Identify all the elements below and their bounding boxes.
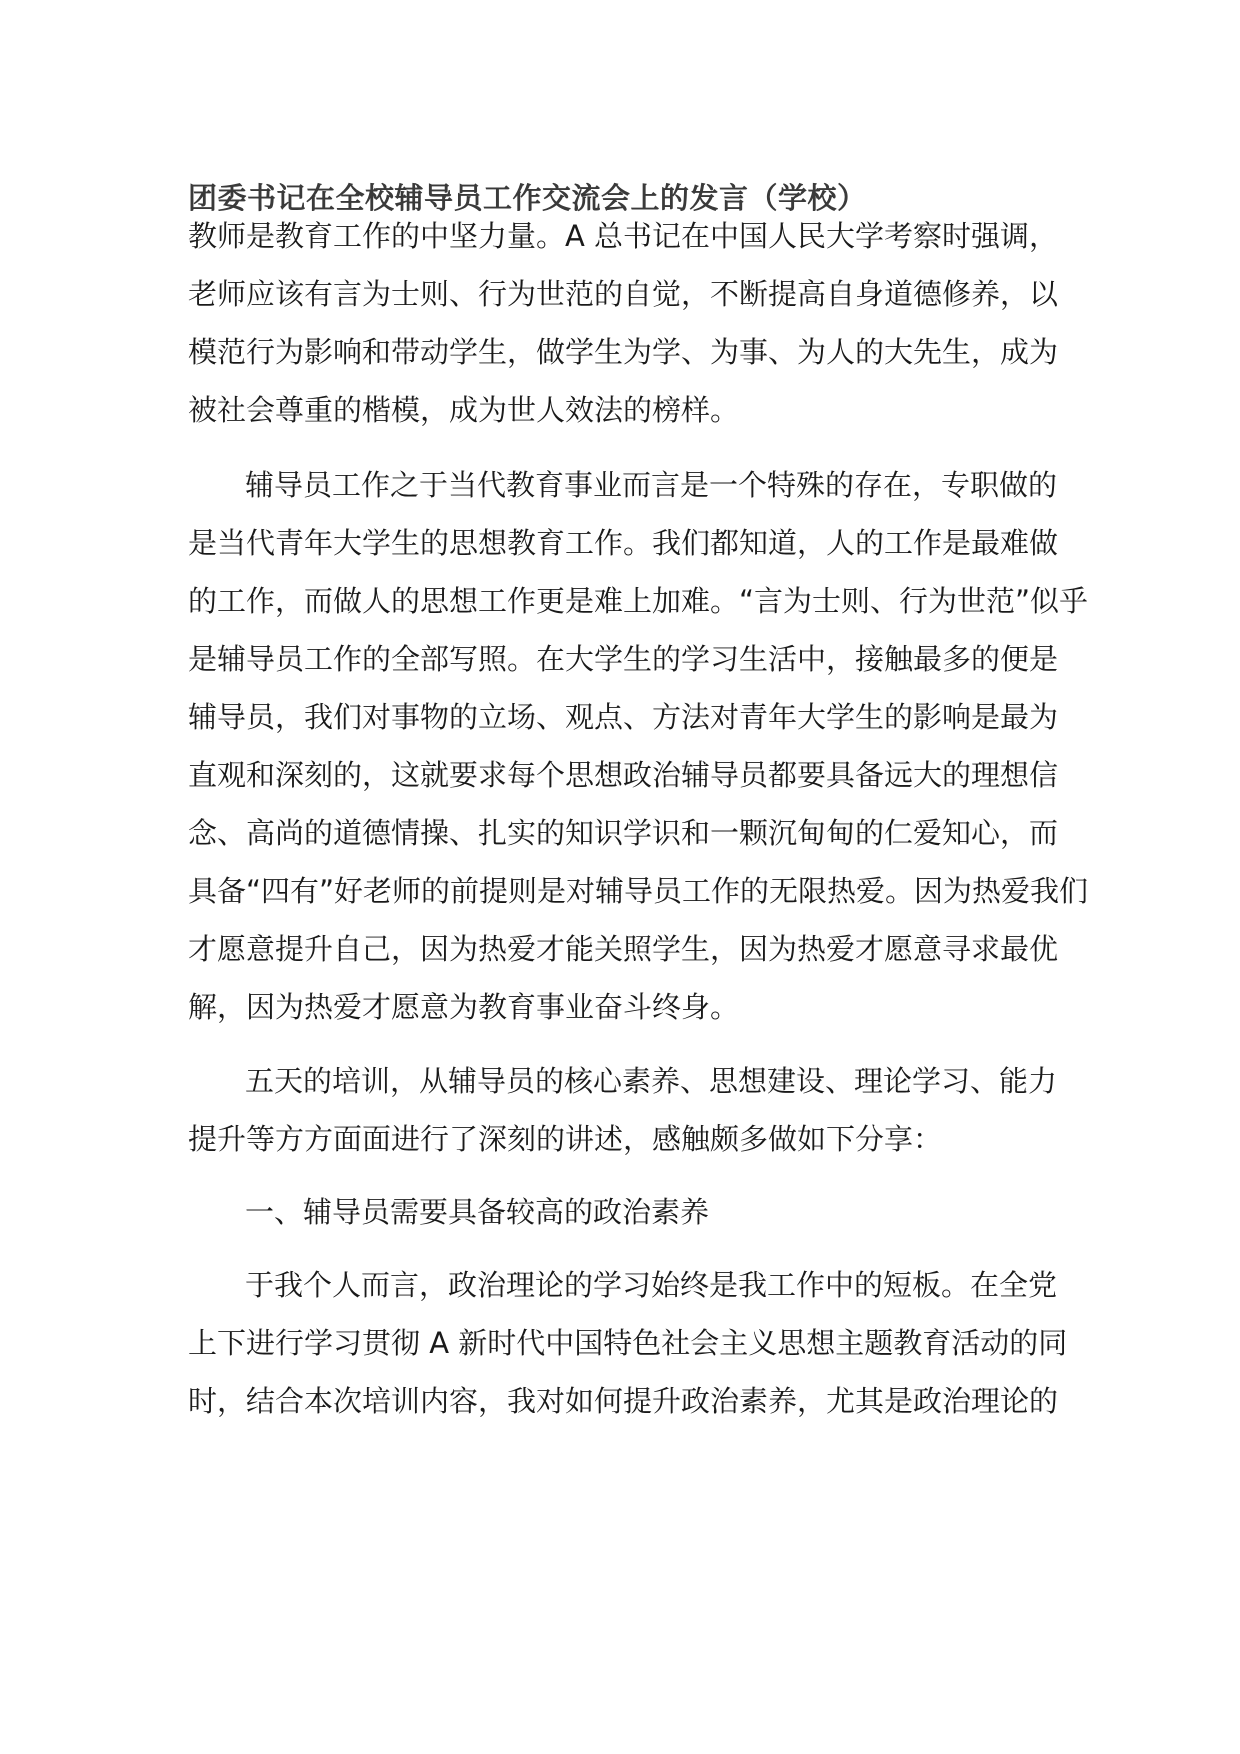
paragraph-2-line-9: 才愿意提升自己，因为热爱才能关照学生，因为热爱才愿意寻求最优: [188, 932, 1059, 966]
paragraph-2-line-1: 辅导员工作之于当代教育事业而言是一个特殊的存在，专职做的: [245, 468, 1058, 502]
paragraph-2-line-2: 是当代青年大学生的思想教育工作。我们都知道，人的工作是最难做: [188, 526, 1059, 560]
paragraph-2-line-3: 的工作，而做人的思想工作更是难上加难。“言为士则、行为世范”似乎: [188, 584, 1089, 618]
paragraph-2-line-8: 具备“四有”好老师的前提则是对辅导员工作的无限热爱。因为热爱我们: [188, 874, 1089, 908]
paragraph-2-line-10: 解，因为热爱才愿意为教育事业奋斗终身。: [188, 990, 740, 1024]
paragraph-2-line-5: 辅导员，我们对事物的立场、观点、方法对青年大学生的影响是最为: [188, 700, 1059, 734]
paragraph-2-line-7: 念、高尚的道德情操、扎实的知识学识和一颗沉甸甸的仁爱知心，而: [188, 816, 1059, 850]
paragraph-4-line-1: 于我个人而言，政治理论的学习始终是我工作中的短板。在全党: [245, 1268, 1058, 1302]
paragraph-4-line-3: 时，结合本次培训内容，我对如何提升政治素养，尤其是政治理论的: [188, 1384, 1059, 1418]
paragraph-2-line-4: 是辅导员工作的全部写照。在大学生的学习生活中，接触最多的便是: [188, 642, 1059, 676]
paragraph-2-line-6: 直观和深刻的，这就要求每个思想政治辅导员都要具备远大的理想信: [188, 758, 1059, 792]
paragraph-1-line-1: 教师是教育工作的中坚力量。A 总书记在中国人民大学考察时强调，: [188, 219, 1059, 253]
document-title: 团委书记在全校辅导员工作交流会上的发言（学校）: [188, 181, 867, 215]
paragraph-4-line-2: 上下进行学习贯彻 A 新时代中国特色社会主义思想主题教育活动的同: [188, 1326, 1068, 1360]
paragraph-3-line-2: 提升等方方面面进行了深刻的讲述，感触颇多做如下分享：: [188, 1122, 943, 1156]
paragraph-1-line-4: 被社会尊重的楷模，成为世人效法的榜样。: [188, 393, 740, 427]
paragraph-1-line-3: 模范行为影响和带动学生，做学生为学、为事、为人的大先生，成为: [188, 335, 1059, 369]
section-heading-1: 一、辅导员需要具备较高的政治素养: [245, 1195, 710, 1229]
paragraph-3-line-1: 五天的培训，从辅导员的核心素养、思想建设、理论学习、能力: [245, 1064, 1058, 1098]
paragraph-1-line-2: 老师应该有言为士则、行为世范的自觉，不断提高自身道德修养，以: [188, 277, 1059, 311]
